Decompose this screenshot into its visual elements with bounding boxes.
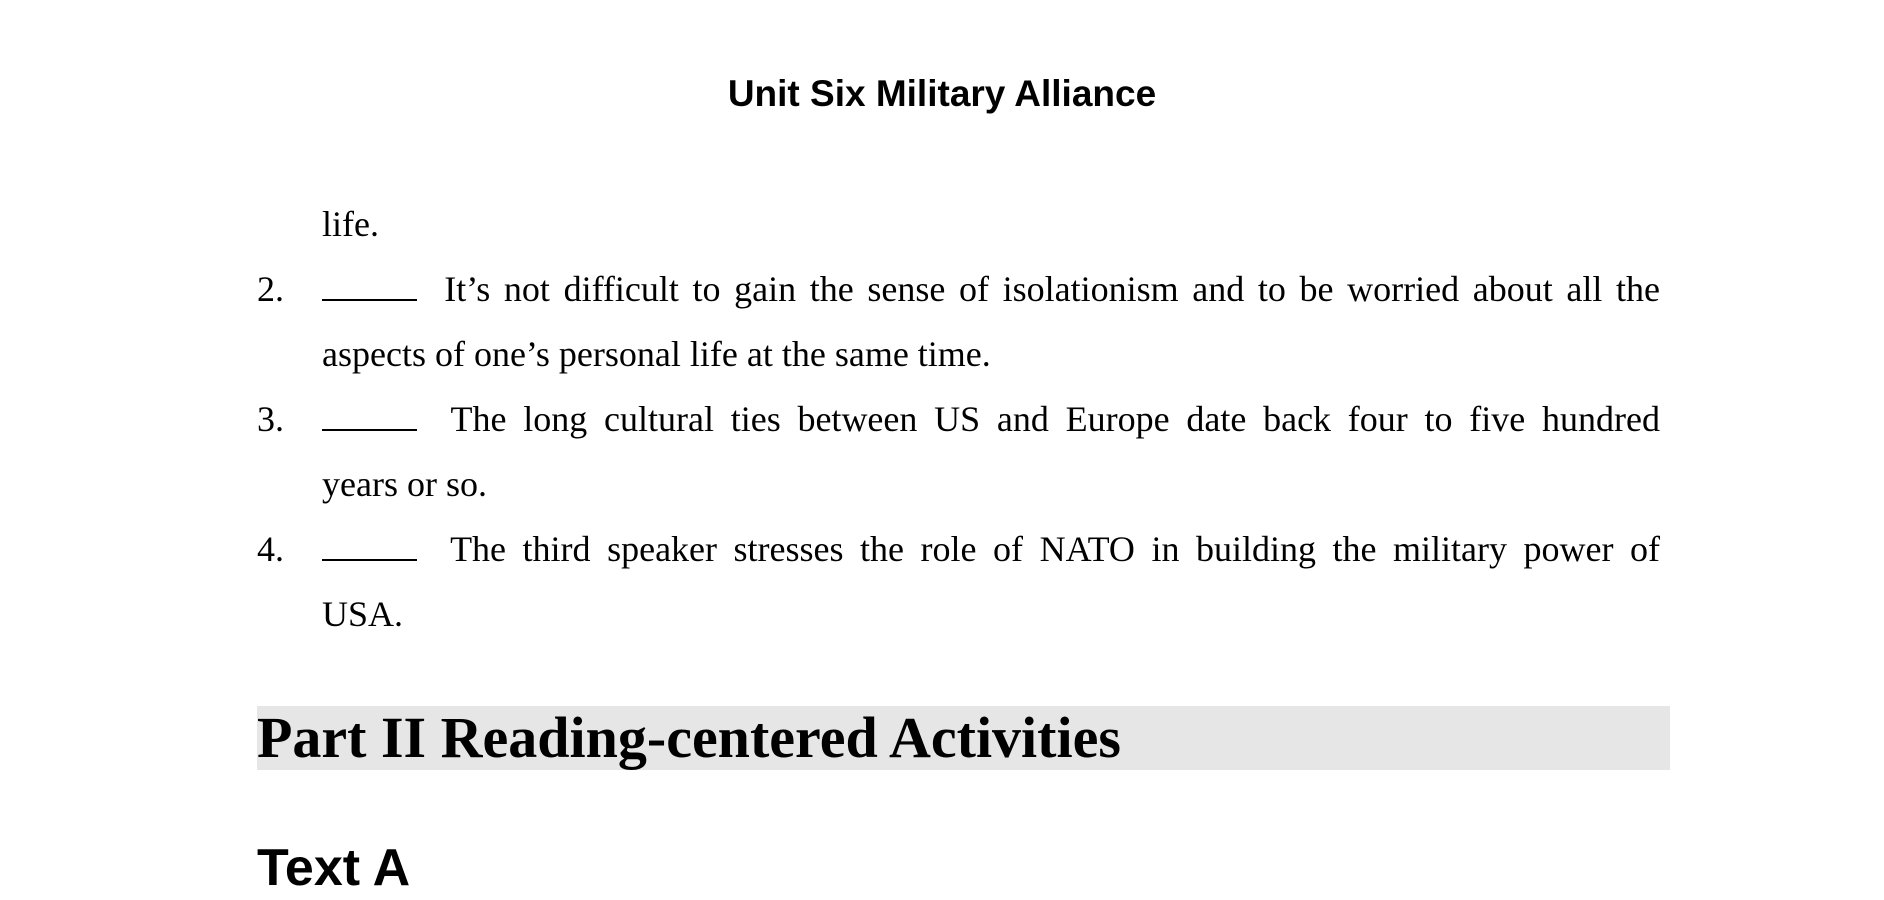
answer-blank[interactable] <box>322 529 417 561</box>
section-heading: Text A <box>257 839 411 897</box>
answer-blank[interactable] <box>322 269 417 301</box>
item-text-line-2: aspects of one’s personal life at the same time. <box>322 334 991 374</box>
item-number: 2. <box>257 269 284 309</box>
item-body <box>322 267 1660 397</box>
continuation-text: life. <box>322 204 379 244</box>
item-text-line-2: USA. <box>322 594 404 634</box>
item-text-line-1: The third speaker stresses the role of NATO in building the military power of <box>450 529 1660 569</box>
item-line-1 <box>322 267 1660 311</box>
item-text-line-1: The long cultural ties between US and Europe date back four to five hundred <box>450 399 1660 439</box>
item-text-line-1: It’s not difficult to gain the sense of isolationism and to be worried about all the <box>444 269 1660 309</box>
item-body <box>322 527 1660 657</box>
item-line-1 <box>322 397 1660 441</box>
item-line-1 <box>322 527 1660 571</box>
item-number: 4. <box>257 529 284 569</box>
answer-blank[interactable] <box>322 399 417 431</box>
item-number: 3. <box>257 399 284 439</box>
item-text-line-2: years or so. <box>322 464 487 504</box>
part-heading: Part II Reading-centered Activities <box>257 705 1121 770</box>
item-body <box>322 397 1660 527</box>
running-header: Unit Six Military Alliance <box>727 73 1157 114</box>
